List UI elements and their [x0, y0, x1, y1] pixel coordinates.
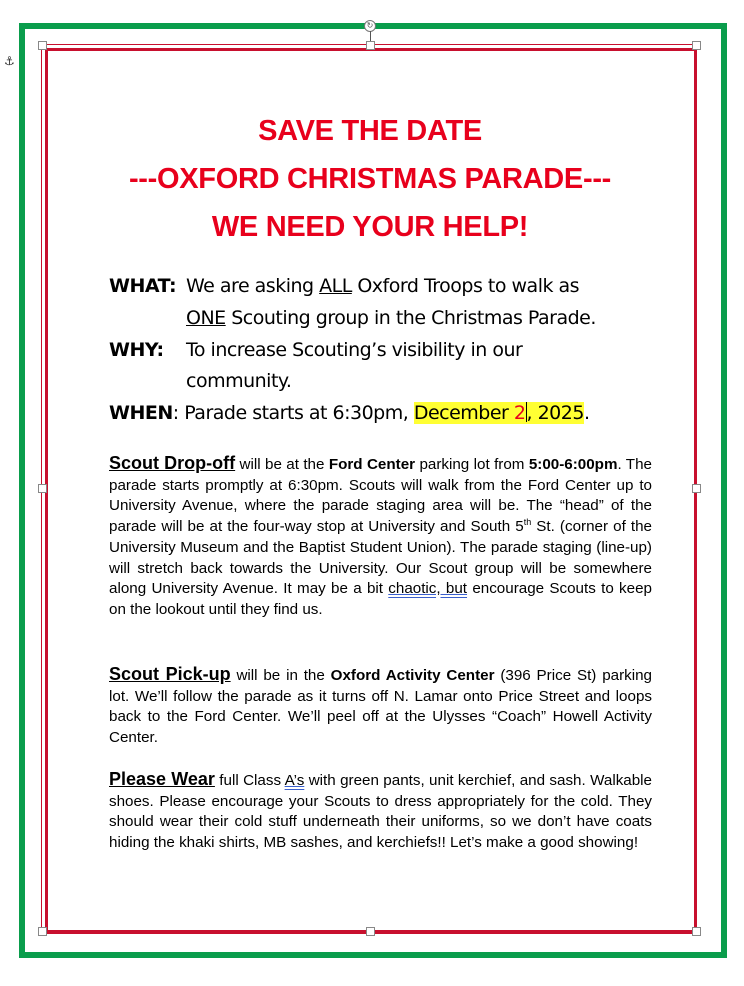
- pickup-paragraph: Scout Pick-up will be in the Oxford Activity Center (396 Price St) parking lot. We’ll follow the parade as it turns off N. Lamar onto Price Street and loops back to the Ford Center. We’ll peel off at the Ulysses “Coach” Howell Activity Center.: [109, 664, 653, 747]
- title-line: SAVE THE DATE: [258, 115, 482, 147]
- what-row-continued: [109, 303, 649, 335]
- why-row-continued: [109, 366, 649, 398]
- what-row: [109, 271, 649, 303]
- grammar-flag[interactable]: chaotic, but: [388, 580, 468, 598]
- anchor-icon: ⚓: [4, 54, 15, 68]
- when-row: WHEN : Parade starts at 6:30pm, December 2, 2025.: [109, 398, 649, 430]
- dropoff-paragraph: Scout Drop-off will be at the Ford Center parking lot from 5:00-6:00pm. The parade starts promptly at 6:30pm. Scouts will walk from the Ford Center up to University Avenue, where the parade staging area will be. The “head” of the parade will be at the four-way stop at University and South 5th St. (corner of the University Museum and the Baptist Student Union). The parade staging (line-up) will stretch back towards the University. Our Scout group will be somewhere along University Avenue. It may be a bit chaotic, but encourage Scouts to keep on the lookout until they find us.: [109, 453, 652, 618]
- grammar-flag[interactable]: A’s: [284, 772, 305, 789]
- dropoff-heading: Scout Drop-off: [109, 453, 236, 473]
- rotate-handle-icon[interactable]: ↻: [364, 20, 376, 32]
- event-info: [109, 271, 649, 430]
- resize-handle-top-right[interactable]: [692, 41, 701, 50]
- resize-handle-right[interactable]: [692, 484, 701, 493]
- why-text-2: community.: [186, 370, 292, 393]
- highlighted-date[interactable]: December 2, 2025: [413, 402, 584, 425]
- when-text: Parade starts at 6:30pm, December 2, 2025.: [184, 402, 590, 425]
- why-text: To increase Scouting’s visibility in our: [186, 338, 523, 361]
- wear-paragraph: Please Wear full Class A’s with green pants, unit kerchief, and sash. Walkable shoes. Please encourage your Scouts to dress appropriately for the cold. They should wear their cold stuff underneath their uniforms, so we don’t have coats hiding the khaki shirts, MB sashes, and kerchiefs!! Let’s make a good showing!: [109, 769, 652, 852]
- why-row: [109, 335, 649, 367]
- resize-handle-left[interactable]: [38, 484, 47, 493]
- resize-handle-top[interactable]: [366, 41, 375, 50]
- title-line: ---OXFORD CHRISTMAS PARADE---: [128, 163, 612, 195]
- when-label: WHEN: [109, 402, 173, 425]
- what-text-2: ONE Scouting group in the Christmas Parade.: [186, 306, 596, 329]
- what-label: WHAT:: [109, 275, 177, 297]
- resize-handle-bottom[interactable]: [366, 927, 375, 936]
- resize-handle-top-left[interactable]: [38, 41, 47, 50]
- resize-handle-bottom-left[interactable]: [38, 927, 47, 936]
- resize-handle-bottom-right[interactable]: [692, 927, 701, 936]
- wear-heading: Please Wear: [109, 769, 215, 789]
- what-text: We are asking ALL Oxford Troops to walk as: [186, 275, 580, 297]
- title-block: [60, 107, 680, 251]
- why-label: WHY:: [109, 338, 164, 361]
- title-line: WE NEED YOUR HELP!: [211, 211, 529, 243]
- pickup-heading: Scout Pick-up: [109, 664, 231, 684]
